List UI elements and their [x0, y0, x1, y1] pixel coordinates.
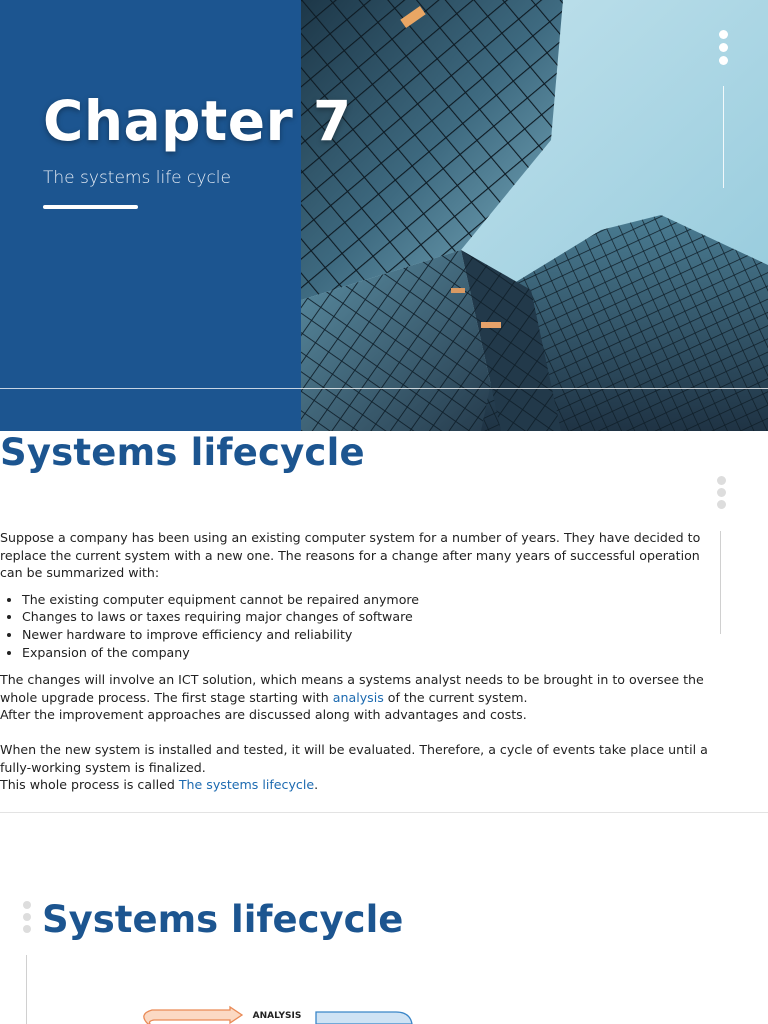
title-underline: [43, 205, 138, 209]
chapter-subtitle: The systems life cycle: [43, 168, 231, 188]
hero-blue-panel: [0, 0, 301, 431]
list-item: • Expansion of the company: [22, 644, 720, 662]
analysis-paragraph: [0, 671, 720, 706]
scroll-indicator-line: [26, 955, 27, 1024]
improvement-paragraph: After the improvement approaches are discussed along with advantages and costs.: [0, 707, 527, 723]
more-options-icon[interactable]: [717, 30, 729, 69]
section-title: Systems lifecycle: [42, 898, 404, 941]
list-item: • Changes to laws or taxes requiring major changes of software: [22, 608, 720, 626]
arrow-shape: [144, 1007, 242, 1024]
more-options-icon[interactable]: [715, 476, 727, 512]
hero-banner: [0, 0, 768, 431]
paragraph-text: of the current system.: [383, 689, 528, 705]
scroll-indicator-line: [723, 86, 724, 188]
analysis-link[interactable]: analysis: [332, 689, 384, 705]
paragraph-text: This whole process is called: [0, 777, 179, 793]
chapter-title: Chapter 7: [43, 89, 352, 153]
intro-paragraph: Suppose a company has been using an existing computer system for a number of years. They have decided to replace the current system with a new one. The reasons for a change after many years of successful operation can be summarized with:: [0, 530, 701, 581]
scroll-indicator-line: [720, 531, 721, 634]
paragraph-spacer: [0, 724, 720, 741]
section-title: Systems lifecycle: [0, 431, 365, 474]
lifecycle-paragraph: [0, 776, 720, 794]
section-body: [0, 529, 720, 794]
evaluation-paragraph: When the new system is installed and tested, it will be evaluated. Therefore, a cycle of events take place until a fully-working system is finalized.: [0, 741, 708, 775]
more-options-icon[interactable]: [22, 901, 32, 937]
reasons-list: [0, 591, 720, 661]
hero-divider-line: [0, 388, 768, 389]
building-photo: [301, 0, 768, 431]
arrow-shape: [316, 1012, 412, 1024]
section-divider: [0, 812, 768, 813]
diagram-label: ANALYSIS: [252, 1011, 302, 1021]
systems-lifecycle-link[interactable]: The systems lifecycle: [178, 777, 315, 793]
list-item: • The existing computer equipment cannot be repaired anymore: [22, 591, 720, 609]
paragraph-text: .: [314, 777, 319, 793]
lifecycle-diagram: [130, 1000, 430, 1024]
list-item: • Newer hardware to improve efficiency and reliability: [22, 626, 720, 644]
paragraph-text: The changes will involve an ICT solution, which means a systems analyst needs to be brought in to oversee the whole upgrade process. The first stage starting with: [0, 672, 704, 705]
